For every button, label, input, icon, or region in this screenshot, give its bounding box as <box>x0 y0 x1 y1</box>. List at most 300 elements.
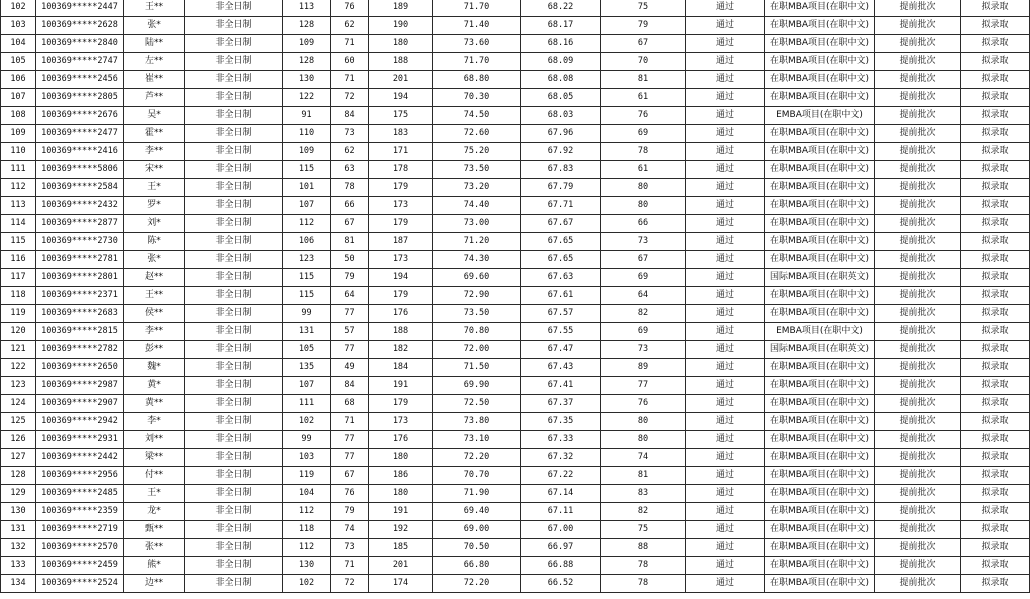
batch-cell: 提前批次 <box>875 305 961 323</box>
score-c-cell: 70.50 <box>433 539 521 557</box>
row-number-cell: 122 <box>1 359 36 377</box>
candidate-name-cell: 魏* <box>124 359 185 377</box>
study-mode-cell: 非全日制 <box>185 467 283 485</box>
program-cell: 在职MBA项目(在职中文) <box>765 557 875 575</box>
batch-cell: 提前批次 <box>875 413 961 431</box>
score-c-cell: 72.60 <box>433 125 521 143</box>
admission-status-cell: 拟录取 <box>961 431 1030 449</box>
study-mode-cell: 非全日制 <box>185 575 283 593</box>
table-row <box>1 197 1030 215</box>
admission-status-cell: 拟录取 <box>961 323 1030 341</box>
batch-cell: 提前批次 <box>875 557 961 575</box>
admission-status-cell: 拟录取 <box>961 161 1030 179</box>
review-result-cell: 通过 <box>686 197 765 215</box>
candidate-name-cell: 李* <box>124 413 185 431</box>
batch-cell: 提前批次 <box>875 251 961 269</box>
score-c-cell: 70.30 <box>433 89 521 107</box>
interview-score-cell: 83 <box>601 485 686 503</box>
final-score-cell: 67.32 <box>521 449 601 467</box>
candidate-id-cell: 100369*****2942 <box>36 413 124 431</box>
program-cell: EMBA项目(在职中文) <box>765 323 875 341</box>
candidate-name-cell: 崔** <box>124 71 185 89</box>
study-mode-cell: 非全日制 <box>185 377 283 395</box>
batch-cell: 提前批次 <box>875 575 961 593</box>
candidate-name-cell: 张** <box>124 539 185 557</box>
candidate-id-cell: 100369*****2459 <box>36 557 124 575</box>
table-row <box>1 71 1030 89</box>
score-b-cell: 73 <box>331 539 369 557</box>
study-mode-cell: 非全日制 <box>185 17 283 35</box>
candidate-name-cell: 王* <box>124 179 185 197</box>
score-a-cell: 109 <box>283 35 331 53</box>
study-mode-cell: 非全日制 <box>185 143 283 161</box>
table-row <box>1 395 1030 413</box>
score-b-cell: 79 <box>331 269 369 287</box>
candidate-name-cell: 黄* <box>124 377 185 395</box>
score-b-cell: 84 <box>331 377 369 395</box>
final-score-cell: 67.65 <box>521 251 601 269</box>
final-score-cell: 68.09 <box>521 53 601 71</box>
final-score-cell: 67.71 <box>521 197 601 215</box>
candidate-id-cell: 100369*****2747 <box>36 53 124 71</box>
final-score-cell: 68.03 <box>521 107 601 125</box>
candidate-id-cell: 100369*****2447 <box>36 0 124 17</box>
admission-status-cell: 拟录取 <box>961 53 1030 71</box>
candidate-id-cell: 100369*****2570 <box>36 539 124 557</box>
interview-score-cell: 80 <box>601 413 686 431</box>
candidate-name-cell: 熊* <box>124 557 185 575</box>
candidate-name-cell: 左** <box>124 53 185 71</box>
candidate-id-cell: 100369*****2371 <box>36 287 124 305</box>
batch-cell: 提前批次 <box>875 521 961 539</box>
admission-status-cell: 拟录取 <box>961 215 1030 233</box>
batch-cell: 提前批次 <box>875 269 961 287</box>
table-row <box>1 431 1030 449</box>
score-c-cell: 68.80 <box>433 71 521 89</box>
row-number-cell: 130 <box>1 503 36 521</box>
admission-status-cell: 拟录取 <box>961 575 1030 593</box>
review-result-cell: 通过 <box>686 377 765 395</box>
score-b-cell: 78 <box>331 179 369 197</box>
batch-cell: 提前批次 <box>875 485 961 503</box>
interview-score-cell: 79 <box>601 17 686 35</box>
admission-status-cell: 拟录取 <box>961 0 1030 17</box>
review-result-cell: 通过 <box>686 413 765 431</box>
score-a-cell: 123 <box>283 251 331 269</box>
score-c-cell: 69.60 <box>433 269 521 287</box>
study-mode-cell: 非全日制 <box>185 161 283 179</box>
score-c-cell: 69.00 <box>433 521 521 539</box>
interview-score-cell: 76 <box>601 395 686 413</box>
table-row <box>1 17 1030 35</box>
admission-status-cell: 拟录取 <box>961 521 1030 539</box>
interview-score-cell: 80 <box>601 197 686 215</box>
score-c-cell: 72.00 <box>433 341 521 359</box>
score-c-cell: 71.70 <box>433 0 521 17</box>
final-score-cell: 68.17 <box>521 17 601 35</box>
score-a-cell: 99 <box>283 305 331 323</box>
study-mode-cell: 非全日制 <box>185 305 283 323</box>
candidate-id-cell: 100369*****2676 <box>36 107 124 125</box>
candidate-id-cell: 100369*****2956 <box>36 467 124 485</box>
interview-score-cell: 78 <box>601 143 686 161</box>
score-a-cell: 118 <box>283 521 331 539</box>
batch-cell: 提前批次 <box>875 377 961 395</box>
final-score-cell: 68.08 <box>521 71 601 89</box>
score-a-cell: 112 <box>283 503 331 521</box>
score-c-cell: 72.50 <box>433 395 521 413</box>
total-score-cell: 201 <box>369 557 433 575</box>
review-result-cell: 通过 <box>686 485 765 503</box>
score-c-cell: 71.40 <box>433 17 521 35</box>
interview-score-cell: 67 <box>601 35 686 53</box>
table-row <box>1 539 1030 557</box>
interview-score-cell: 81 <box>601 71 686 89</box>
row-number-cell: 105 <box>1 53 36 71</box>
study-mode-cell: 非全日制 <box>185 431 283 449</box>
admission-status-cell: 拟录取 <box>961 539 1030 557</box>
score-b-cell: 57 <box>331 323 369 341</box>
review-result-cell: 通过 <box>686 53 765 71</box>
score-b-cell: 77 <box>331 449 369 467</box>
candidate-name-cell: 罗* <box>124 197 185 215</box>
score-c-cell: 73.20 <box>433 179 521 197</box>
candidate-id-cell: 100369*****2584 <box>36 179 124 197</box>
score-b-cell: 63 <box>331 161 369 179</box>
final-score-cell: 67.92 <box>521 143 601 161</box>
table-row <box>1 125 1030 143</box>
admission-status-cell: 拟录取 <box>961 377 1030 395</box>
score-b-cell: 77 <box>331 305 369 323</box>
row-number-cell: 107 <box>1 89 36 107</box>
total-score-cell: 185 <box>369 539 433 557</box>
candidate-name-cell: 梁** <box>124 449 185 467</box>
interview-score-cell: 69 <box>601 269 686 287</box>
admission-status-cell: 拟录取 <box>961 557 1030 575</box>
score-b-cell: 71 <box>331 71 369 89</box>
total-score-cell: 173 <box>369 413 433 431</box>
admission-status-cell: 拟录取 <box>961 17 1030 35</box>
score-b-cell: 77 <box>331 341 369 359</box>
candidate-id-cell: 100369*****2931 <box>36 431 124 449</box>
table-row <box>1 251 1030 269</box>
table-row <box>1 287 1030 305</box>
review-result-cell: 通过 <box>686 251 765 269</box>
row-number-cell: 108 <box>1 107 36 125</box>
table-row <box>1 89 1030 107</box>
review-result-cell: 通过 <box>686 35 765 53</box>
score-a-cell: 131 <box>283 323 331 341</box>
score-c-cell: 69.40 <box>433 503 521 521</box>
interview-score-cell: 61 <box>601 161 686 179</box>
final-score-cell: 67.96 <box>521 125 601 143</box>
row-number-cell: 119 <box>1 305 36 323</box>
score-c-cell: 73.50 <box>433 305 521 323</box>
score-a-cell: 102 <box>283 413 331 431</box>
program-cell: 在职MBA项目(在职中文) <box>765 251 875 269</box>
score-c-cell: 74.40 <box>433 197 521 215</box>
batch-cell: 提前批次 <box>875 215 961 233</box>
candidate-id-cell: 100369*****2477 <box>36 125 124 143</box>
score-c-cell: 73.10 <box>433 431 521 449</box>
admission-status-cell: 拟录取 <box>961 89 1030 107</box>
program-cell: 国际MBA项目(在职英文) <box>765 341 875 359</box>
review-result-cell: 通过 <box>686 0 765 17</box>
row-number-cell: 109 <box>1 125 36 143</box>
program-cell: 在职MBA项目(在职中文) <box>765 287 875 305</box>
interview-score-cell: 77 <box>601 377 686 395</box>
program-cell: 在职MBA项目(在职中文) <box>765 539 875 557</box>
candidate-name-cell: 赵** <box>124 269 185 287</box>
score-b-cell: 72 <box>331 89 369 107</box>
program-cell: 在职MBA项目(在职中文) <box>765 179 875 197</box>
table-row <box>1 323 1030 341</box>
candidate-id-cell: 100369*****2683 <box>36 305 124 323</box>
program-cell: 国际MBA项目(在职英文) <box>765 269 875 287</box>
final-score-cell: 67.63 <box>521 269 601 287</box>
total-score-cell: 173 <box>369 251 433 269</box>
candidate-name-cell: 芦** <box>124 89 185 107</box>
program-cell: 在职MBA项目(在职中文) <box>765 413 875 431</box>
study-mode-cell: 非全日制 <box>185 287 283 305</box>
program-cell: 在职MBA项目(在职中文) <box>765 71 875 89</box>
score-a-cell: 102 <box>283 575 331 593</box>
table-row <box>1 575 1030 593</box>
review-result-cell: 通过 <box>686 503 765 521</box>
interview-score-cell: 70 <box>601 53 686 71</box>
study-mode-cell: 非全日制 <box>185 35 283 53</box>
admission-status-cell: 拟录取 <box>961 71 1030 89</box>
table-row <box>1 413 1030 431</box>
program-cell: EMBA项目(在职中文) <box>765 107 875 125</box>
table-row <box>1 377 1030 395</box>
total-score-cell: 179 <box>369 179 433 197</box>
score-a-cell: 106 <box>283 233 331 251</box>
candidate-name-cell: 甄** <box>124 521 185 539</box>
score-a-cell: 130 <box>283 71 331 89</box>
interview-score-cell: 78 <box>601 575 686 593</box>
candidate-id-cell: 100369*****2416 <box>36 143 124 161</box>
row-number-cell: 120 <box>1 323 36 341</box>
interview-score-cell: 81 <box>601 467 686 485</box>
table-row <box>1 179 1030 197</box>
score-a-cell: 113 <box>283 0 331 17</box>
interview-score-cell: 80 <box>601 179 686 197</box>
final-score-cell: 67.37 <box>521 395 601 413</box>
review-result-cell: 通过 <box>686 395 765 413</box>
study-mode-cell: 非全日制 <box>185 125 283 143</box>
row-number-cell: 112 <box>1 179 36 197</box>
row-number-cell: 106 <box>1 71 36 89</box>
row-number-cell: 121 <box>1 341 36 359</box>
score-c-cell: 71.20 <box>433 233 521 251</box>
total-score-cell: 186 <box>369 467 433 485</box>
score-b-cell: 64 <box>331 287 369 305</box>
row-number-cell: 117 <box>1 269 36 287</box>
batch-cell: 提前批次 <box>875 179 961 197</box>
review-result-cell: 通过 <box>686 341 765 359</box>
row-number-cell: 125 <box>1 413 36 431</box>
table-row <box>1 449 1030 467</box>
admission-status-cell: 拟录取 <box>961 233 1030 251</box>
table-row <box>1 143 1030 161</box>
score-b-cell: 79 <box>331 503 369 521</box>
candidate-id-cell: 100369*****2801 <box>36 269 124 287</box>
review-result-cell: 通过 <box>686 233 765 251</box>
score-a-cell: 101 <box>283 179 331 197</box>
table-row <box>1 521 1030 539</box>
candidate-name-cell: 边** <box>124 575 185 593</box>
table-row <box>1 161 1030 179</box>
program-cell: 在职MBA项目(在职中文) <box>765 449 875 467</box>
study-mode-cell: 非全日制 <box>185 179 283 197</box>
row-number-cell: 111 <box>1 161 36 179</box>
candidate-id-cell: 100369*****2782 <box>36 341 124 359</box>
study-mode-cell: 非全日制 <box>185 215 283 233</box>
admission-status-cell: 拟录取 <box>961 467 1030 485</box>
study-mode-cell: 非全日制 <box>185 359 283 377</box>
total-score-cell: 180 <box>369 35 433 53</box>
review-result-cell: 通过 <box>686 575 765 593</box>
score-a-cell: 91 <box>283 107 331 125</box>
study-mode-cell: 非全日制 <box>185 557 283 575</box>
review-result-cell: 通过 <box>686 143 765 161</box>
candidate-name-cell: 李** <box>124 143 185 161</box>
final-score-cell: 67.55 <box>521 323 601 341</box>
batch-cell: 提前批次 <box>875 287 961 305</box>
score-a-cell: 103 <box>283 449 331 467</box>
score-b-cell: 62 <box>331 17 369 35</box>
interview-score-cell: 66 <box>601 215 686 233</box>
total-score-cell: 187 <box>369 233 433 251</box>
score-c-cell: 72.90 <box>433 287 521 305</box>
interview-score-cell: 80 <box>601 431 686 449</box>
batch-cell: 提前批次 <box>875 125 961 143</box>
review-result-cell: 通过 <box>686 107 765 125</box>
study-mode-cell: 非全日制 <box>185 269 283 287</box>
study-mode-cell: 非全日制 <box>185 71 283 89</box>
final-score-cell: 67.47 <box>521 341 601 359</box>
candidate-name-cell: 付** <box>124 467 185 485</box>
score-a-cell: 130 <box>283 557 331 575</box>
review-result-cell: 通过 <box>686 269 765 287</box>
final-score-cell: 67.61 <box>521 287 601 305</box>
score-c-cell: 75.20 <box>433 143 521 161</box>
row-number-cell: 118 <box>1 287 36 305</box>
total-score-cell: 194 <box>369 89 433 107</box>
program-cell: 在职MBA项目(在职中文) <box>765 233 875 251</box>
review-result-cell: 通过 <box>686 323 765 341</box>
total-score-cell: 180 <box>369 449 433 467</box>
candidate-name-cell: 王* <box>124 485 185 503</box>
candidate-id-cell: 100369*****2628 <box>36 17 124 35</box>
score-a-cell: 115 <box>283 161 331 179</box>
batch-cell: 提前批次 <box>875 395 961 413</box>
final-score-cell: 68.22 <box>521 0 601 17</box>
candidate-id-cell: 100369*****2442 <box>36 449 124 467</box>
final-score-cell: 67.67 <box>521 215 601 233</box>
review-result-cell: 通过 <box>686 521 765 539</box>
score-c-cell: 72.20 <box>433 575 521 593</box>
interview-score-cell: 69 <box>601 323 686 341</box>
score-a-cell: 128 <box>283 53 331 71</box>
candidate-name-cell: 李** <box>124 323 185 341</box>
score-c-cell: 71.90 <box>433 485 521 503</box>
review-result-cell: 通过 <box>686 557 765 575</box>
candidate-name-cell: 张* <box>124 17 185 35</box>
candidate-id-cell: 100369*****2524 <box>36 575 124 593</box>
candidate-id-cell: 100369*****2877 <box>36 215 124 233</box>
score-b-cell: 73 <box>331 125 369 143</box>
row-number-cell: 128 <box>1 467 36 485</box>
review-result-cell: 通过 <box>686 215 765 233</box>
candidate-id-cell: 100369*****2719 <box>36 521 124 539</box>
total-score-cell: 201 <box>369 71 433 89</box>
table-row <box>1 305 1030 323</box>
score-c-cell: 66.80 <box>433 557 521 575</box>
review-result-cell: 通过 <box>686 467 765 485</box>
table-row <box>1 503 1030 521</box>
candidate-name-cell: 彭** <box>124 341 185 359</box>
study-mode-cell: 非全日制 <box>185 521 283 539</box>
review-result-cell: 通过 <box>686 539 765 557</box>
interview-score-cell: 61 <box>601 89 686 107</box>
score-c-cell: 70.70 <box>433 467 521 485</box>
batch-cell: 提前批次 <box>875 323 961 341</box>
row-number-cell: 115 <box>1 233 36 251</box>
admission-status-cell: 拟录取 <box>961 485 1030 503</box>
score-a-cell: 122 <box>283 89 331 107</box>
total-score-cell: 179 <box>369 287 433 305</box>
interview-score-cell: 73 <box>601 233 686 251</box>
row-number-cell: 134 <box>1 575 36 593</box>
score-a-cell: 107 <box>283 377 331 395</box>
program-cell: 在职MBA项目(在职中文) <box>765 161 875 179</box>
row-number-cell: 102 <box>1 0 36 17</box>
interview-score-cell: 74 <box>601 449 686 467</box>
total-score-cell: 176 <box>369 431 433 449</box>
program-cell: 在职MBA项目(在职中文) <box>765 305 875 323</box>
final-score-cell: 67.14 <box>521 485 601 503</box>
final-score-cell: 67.83 <box>521 161 601 179</box>
study-mode-cell: 非全日制 <box>185 251 283 269</box>
final-score-cell: 68.05 <box>521 89 601 107</box>
interview-score-cell: 69 <box>601 125 686 143</box>
admission-status-cell: 拟录取 <box>961 107 1030 125</box>
study-mode-cell: 非全日制 <box>185 539 283 557</box>
batch-cell: 提前批次 <box>875 431 961 449</box>
candidate-name-cell: 霍** <box>124 125 185 143</box>
score-b-cell: 49 <box>331 359 369 377</box>
interview-score-cell: 64 <box>601 287 686 305</box>
interview-score-cell: 75 <box>601 521 686 539</box>
row-number-cell: 124 <box>1 395 36 413</box>
candidate-name-cell: 王** <box>124 287 185 305</box>
batch-cell: 提前批次 <box>875 107 961 125</box>
total-score-cell: 176 <box>369 305 433 323</box>
interview-score-cell: 67 <box>601 251 686 269</box>
program-cell: 在职MBA项目(在职中文) <box>765 0 875 17</box>
final-score-cell: 67.33 <box>521 431 601 449</box>
score-c-cell: 73.80 <box>433 413 521 431</box>
program-cell: 在职MBA项目(在职中文) <box>765 143 875 161</box>
total-score-cell: 188 <box>369 323 433 341</box>
score-b-cell: 60 <box>331 53 369 71</box>
total-score-cell: 188 <box>369 53 433 71</box>
admission-status-cell: 拟录取 <box>961 413 1030 431</box>
admission-status-cell: 拟录取 <box>961 269 1030 287</box>
score-a-cell: 109 <box>283 143 331 161</box>
